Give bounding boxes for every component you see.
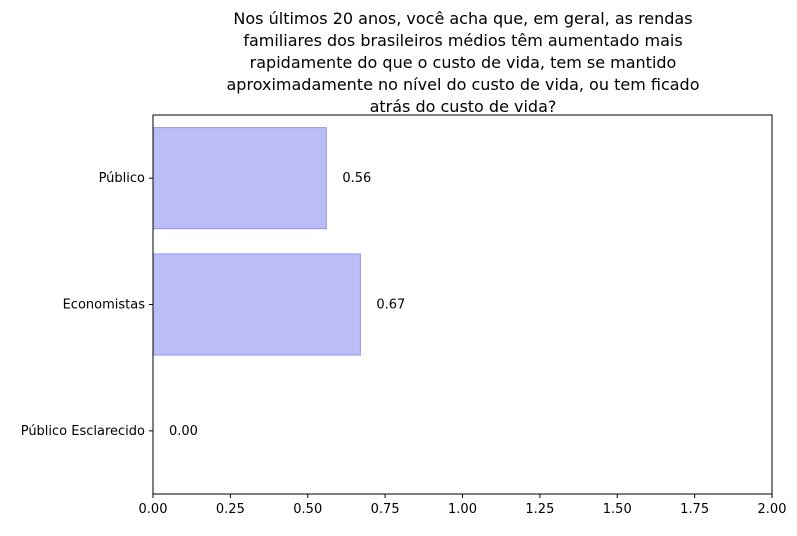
title-line: aproximadamente no nível do custo de vida, ou tem ficado [226, 75, 700, 94]
x-tick-label: 1.25 [525, 502, 555, 517]
title-line: rapidamente do que o custo de vida, tem se mantido [249, 53, 677, 72]
data-label: 0.67 [376, 297, 406, 313]
x-tick-label: 0.25 [215, 502, 245, 517]
title-line: Nos últimos 20 anos, você acha que, em geral, as rendas [233, 9, 693, 28]
y-tick-label: Público Esclarecido [20, 423, 145, 439]
x-tick-label: 1.00 [448, 502, 477, 517]
bars [153, 128, 360, 355]
bar [153, 254, 360, 355]
bar [153, 128, 326, 229]
x-axis [139, 494, 787, 517]
x-tick-label: 2.00 [757, 502, 787, 517]
x-tick-label: 1.50 [602, 502, 632, 517]
x-tick-label: 1.75 [680, 502, 710, 517]
y-tick-label: Público [98, 171, 145, 187]
x-tick-label: 0.50 [293, 502, 323, 517]
chart-title [227, 9, 700, 116]
x-tick-label: 0.00 [138, 502, 168, 517]
data-label: 0.56 [342, 171, 372, 187]
title-line: familiares dos brasileiros médios têm aumentado mais [243, 31, 683, 50]
data-label: 0.00 [169, 423, 198, 439]
x-tick-label: 0.75 [370, 502, 400, 517]
title-line: atrás do custo de vida? [369, 97, 557, 116]
y-tick-label: Economistas [62, 297, 145, 313]
y-axis [21, 171, 153, 439]
